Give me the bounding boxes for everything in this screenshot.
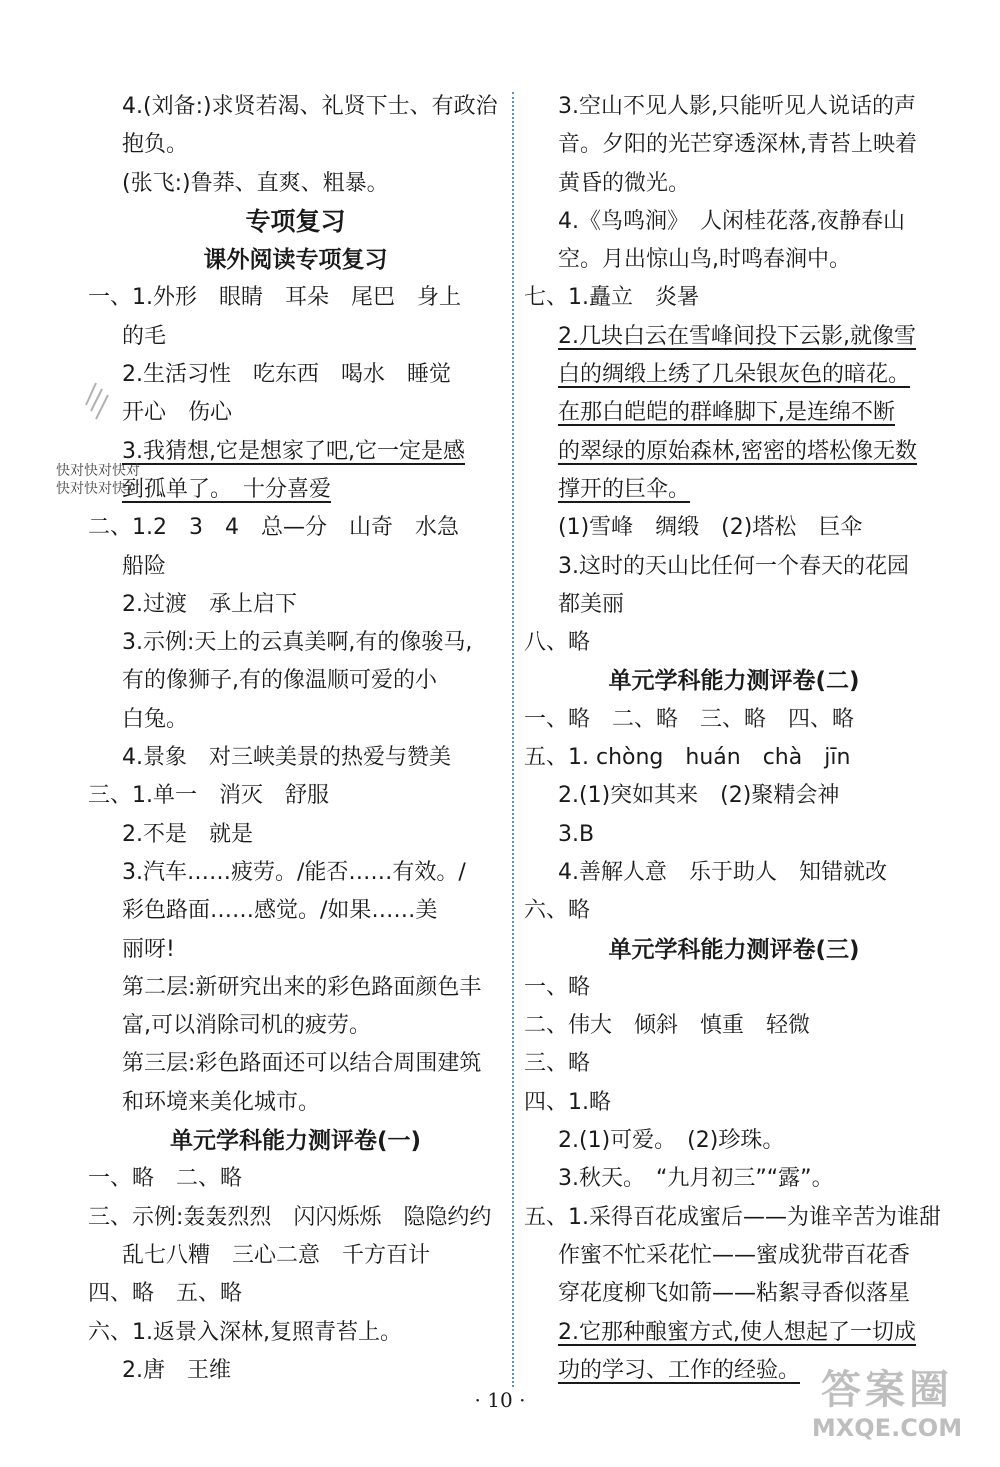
answer-line — [524, 1122, 944, 1160]
answer-text: 2.几块白云在雪峰间投下云影,就像雪 — [558, 323, 916, 349]
answer-line — [524, 1199, 944, 1237]
answer-line — [524, 969, 944, 1007]
answer-line — [88, 816, 503, 854]
answer-text: 都美丽 — [558, 591, 625, 617]
answer-line — [524, 241, 944, 279]
answer-line — [524, 1314, 944, 1352]
answer-text: 功的学习、工作的经验。 — [558, 1357, 801, 1383]
answer-text: 七、1.矗立 炎暑 — [524, 285, 699, 311]
answer-line — [524, 739, 944, 777]
answer-text: 四、1.略 — [524, 1089, 611, 1115]
side-stamp — [56, 462, 140, 498]
answer-line — [88, 394, 503, 432]
answer-text: 3.示例:天上的云真美啊,有的像骏马, — [122, 630, 473, 656]
answer-text: 第二层:新研究出来的彩色路面颜色丰 — [122, 974, 482, 1000]
answer-text: 穿花度柳飞如箭——粘絮寻香似落星 — [558, 1281, 911, 1307]
answer-text: 船险 — [122, 553, 167, 579]
answer-line — [88, 662, 503, 700]
answer-line — [88, 701, 503, 739]
answer-line — [88, 509, 503, 547]
answer-line — [88, 624, 503, 662]
answer-text: 2.生活习性 吃东西 喝水 睡觉 — [122, 362, 451, 388]
answer-line — [88, 1199, 503, 1237]
page-number: · 10 · — [474, 1388, 526, 1412]
answer-text: 3.秋天。 “九月初三”“露”。 — [558, 1166, 834, 1192]
answer-text: 抱负。 — [122, 132, 189, 158]
answer-text: 三、示例:轰轰烈烈 闪闪烁烁 隐隐约约 — [88, 1204, 492, 1230]
answer-text: 五、1.采得百花成蜜后——为谁辛苦为谁甜 — [524, 1204, 941, 1230]
answer-line — [88, 471, 503, 509]
answer-text: (1)雪峰 绸缎 (2)塔松 巨伞 — [558, 515, 863, 541]
answer-text: 课外阅读专项复习 — [203, 247, 388, 274]
answer-text: 单元学科能力测评卷(一) — [169, 1128, 422, 1155]
answer-line — [88, 1045, 503, 1083]
answer-line — [88, 88, 503, 126]
answer-text: 白兔。 — [122, 706, 189, 732]
answer-line — [88, 1314, 503, 1352]
answer-text: 二、伟大 倾斜 慎重 轻微 — [524, 1013, 811, 1039]
answer-line — [88, 892, 503, 930]
answer-line — [88, 739, 503, 777]
left-column — [88, 88, 503, 1390]
answer-line — [524, 701, 944, 739]
answer-text: 有的像狮子,有的像温顺可爱的小 — [122, 668, 437, 694]
answer-text: 开心 伤心 — [122, 400, 233, 426]
answer-text: 4.善解人意 乐于助人 知错就改 — [558, 859, 887, 885]
watermark-url: MXQE.COM — [811, 1414, 963, 1442]
answer-line — [524, 1084, 944, 1122]
answer-line — [524, 88, 944, 126]
answer-text: 三、1.单一 消灭 舒服 — [88, 783, 329, 809]
site-watermark — [792, 1367, 982, 1447]
answer-line — [524, 126, 944, 164]
answer-text: 4.《鸟鸣涧》 人闲桂花落,夜静春山 — [558, 208, 905, 234]
answer-text: 2.不是 就是 — [122, 821, 253, 847]
answer-text: 3.这时的天山比任何一个春天的花园 — [558, 553, 909, 579]
answer-line — [524, 471, 944, 509]
watermark-logo: 答案圈 — [821, 1367, 953, 1413]
answer-line — [88, 969, 503, 1007]
answer-line — [524, 1045, 944, 1083]
answer-line — [524, 816, 944, 854]
answer-text: 六、1.返景入深林,复照青苔上。 — [88, 1319, 402, 1345]
answer-line — [88, 433, 503, 471]
answer-text: 空。月出惊山鸟,时鸣春涧中。 — [558, 247, 851, 273]
section-heading — [524, 931, 944, 969]
answer-text: 一、略 — [524, 974, 591, 1000]
answer-text: 五、1. chòng huán chà jīn — [524, 745, 851, 771]
answer-text: 作蜜不忙采花忙——蜜成犹带百花香 — [558, 1242, 911, 1268]
section-heading — [88, 203, 503, 241]
answer-line — [88, 279, 503, 317]
answer-text: 2.(1)可爱。 (2)珍珠。 — [558, 1128, 785, 1154]
answer-text: 和环境来美化城市。 — [122, 1089, 321, 1115]
answer-line — [524, 433, 944, 471]
answer-text: 2.过渡 承上启下 — [122, 591, 297, 617]
section-heading — [88, 1122, 503, 1160]
answer-text: 单元学科能力测评卷(二) — [608, 668, 860, 695]
answer-line — [524, 1237, 944, 1275]
answer-text: 4.景象 对三峡美景的热爱与赞美 — [122, 745, 451, 771]
answer-text: 3.B — [558, 821, 595, 847]
answer-text: 一、略 二、略 三、略 四、略 — [524, 706, 855, 732]
answer-line — [88, 1275, 503, 1313]
answer-text: 二、1.2 3 4 总—分 山奇 水急 — [88, 515, 459, 541]
column-divider — [512, 92, 514, 1387]
answer-text: 到孤单了。 十分喜爱 — [122, 476, 332, 502]
answer-line — [88, 126, 503, 164]
answer-text: 乱七八糟 三心二意 千方百计 — [122, 1242, 431, 1268]
answer-line — [88, 1007, 503, 1045]
answer-text: 专项复习 — [245, 206, 346, 236]
answer-line — [524, 777, 944, 815]
answer-text: 丽呀! — [122, 936, 175, 962]
answer-line — [88, 586, 503, 624]
section-heading — [88, 241, 503, 279]
answer-line — [524, 394, 944, 432]
answer-text: 2.唐 王维 — [122, 1357, 231, 1383]
answer-text: 三、略 — [524, 1051, 591, 1077]
answer-line — [88, 356, 503, 394]
answer-line — [524, 203, 944, 241]
answer-line — [524, 1275, 944, 1313]
answer-text: 3.汽车……疲劳。/能否……有效。/ — [122, 859, 466, 885]
answer-text: 的翠绿的原始森林,密密的塔松像无数 — [558, 438, 917, 464]
answer-line — [88, 1352, 503, 1390]
answer-text: 撑开的巨伞。 — [558, 476, 691, 502]
answer-text: 彩色路面……感觉。/如果……美 — [122, 898, 438, 924]
side-stamp-line: 快对快对快对 — [56, 481, 140, 497]
answer-text: 音。夕阳的光芒穿透深林,青苔上映着 — [558, 132, 917, 158]
answer-line — [524, 318, 944, 356]
answer-line — [88, 854, 503, 892]
answer-line — [88, 1237, 503, 1275]
answer-text: 六、略 — [524, 898, 591, 924]
right-column — [524, 88, 944, 1390]
answer-text: 2.它那种酿蜜方式,使人想起了一切成 — [558, 1319, 916, 1345]
answer-line — [524, 1160, 944, 1198]
answer-text: 4.(刘备:)求贤若渴、礼贤下士、有政治 — [122, 94, 498, 119]
answer-line — [524, 279, 944, 317]
answer-line — [524, 586, 944, 624]
answer-line — [88, 777, 503, 815]
answer-line — [88, 1160, 503, 1198]
side-stamp-line: 快对快对快对 — [56, 463, 140, 479]
answer-text: 富,可以消除司机的疲劳。 — [122, 1013, 371, 1039]
answer-text: 2.(1)突如其来 (2)聚精会神 — [558, 783, 840, 809]
answer-text: 在那白皑皑的群峰脚下,是连绵不断 — [558, 400, 895, 426]
answer-line — [524, 1007, 944, 1045]
answer-line — [524, 854, 944, 892]
answer-line — [524, 548, 944, 586]
answer-text: 3.我猜想,它是想家了吧,它一定是感 — [122, 438, 465, 464]
answer-text: 黄昏的微光。 — [558, 170, 691, 196]
answer-text: 白的绸缎上绣了几朵银灰色的暗花。 — [558, 362, 911, 388]
answer-line — [524, 624, 944, 662]
answer-line — [88, 1084, 503, 1122]
answer-line — [524, 892, 944, 930]
section-heading — [524, 662, 944, 700]
answer-line — [524, 356, 944, 394]
answer-text: 第三层:彩色路面还可以结合周围建筑 — [122, 1051, 482, 1077]
answer-line — [88, 318, 503, 356]
pencil-scratch-mark — [82, 375, 112, 435]
answer-text: (张飞:)鲁莽、直爽、粗暴。 — [122, 170, 389, 196]
answer-text: 一、略 二、略 — [88, 1166, 243, 1192]
answer-text: 一、1.外形 眼睛 耳朵 尾巴 身上 — [88, 285, 461, 311]
answer-line — [88, 931, 503, 969]
answer-line — [88, 548, 503, 586]
answer-text: 八、略 — [524, 630, 591, 656]
answer-line — [524, 509, 944, 547]
answer-text: 四、略 五、略 — [88, 1281, 243, 1307]
answer-text: 单元学科能力测评卷(三) — [608, 936, 860, 963]
answer-line — [88, 165, 503, 203]
answer-text: 的毛 — [122, 323, 167, 349]
answer-line — [524, 165, 944, 203]
answer-text: 3.空山不见人影,只能听见人说话的声 — [558, 94, 916, 119]
